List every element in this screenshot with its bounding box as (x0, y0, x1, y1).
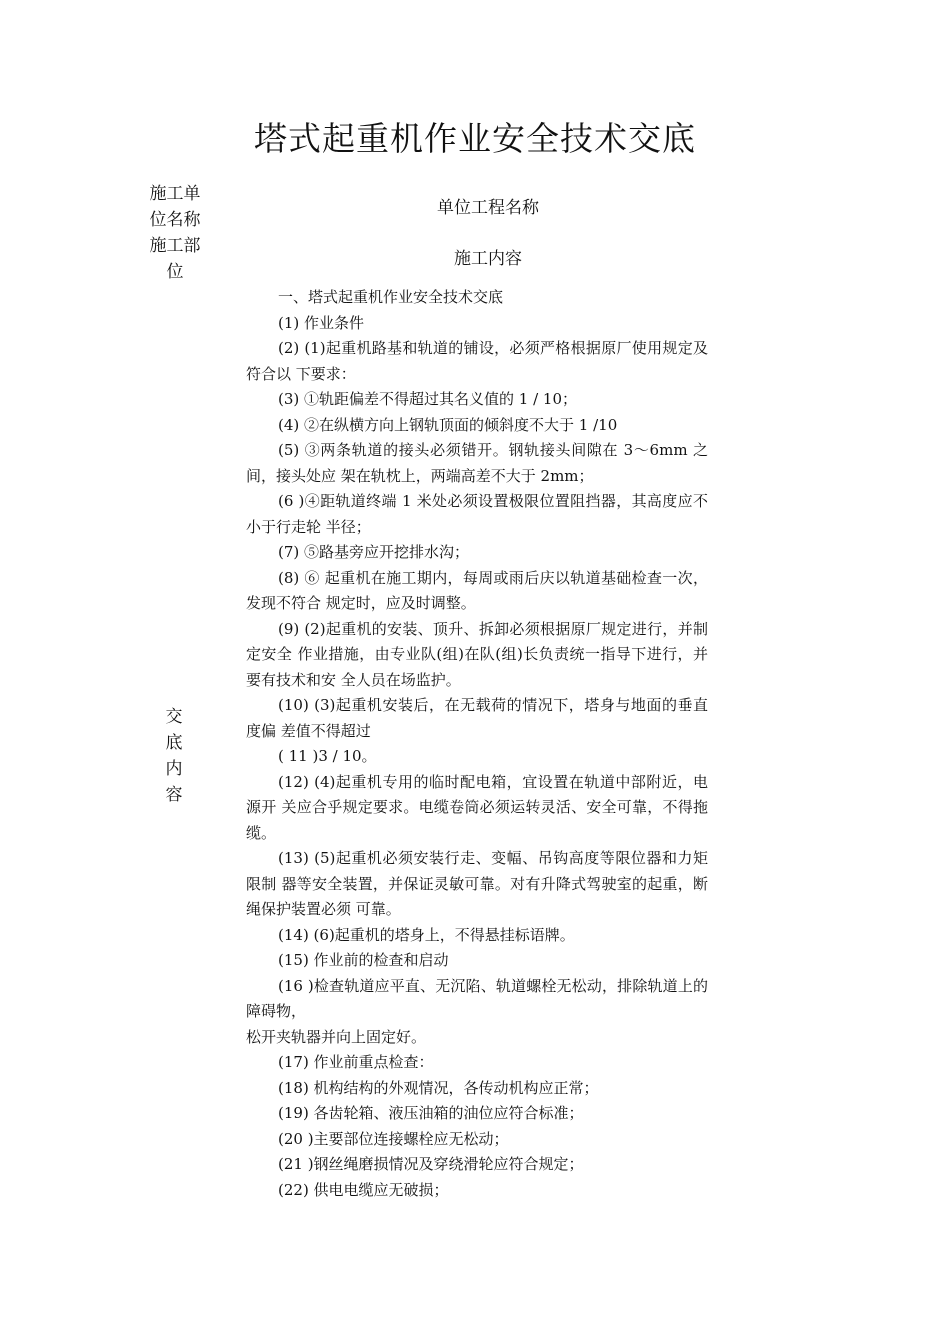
body-paragraph: (21 )钢丝绳磨损情况及穿绕滑轮应符合规定； (278, 1155, 584, 1173)
body-paragraph: (14) (6)起重机的塔身上，不得悬挂标语牌。 (278, 925, 575, 944)
label-line: 位名称 (149, 210, 201, 230)
label-line: 施工单 (149, 184, 201, 204)
body-paragraph: (18) 机构结构的外观情况，各传动机构应正常； (278, 1078, 599, 1097)
body-paragraph: (19) 各齿轮箱、液压油箱的油位应符合标准； (278, 1104, 584, 1122)
body-paragraph: (9) (2)起重机的安装、顶升、拆卸必须根据原厂规定进行，并制定安全 作业措施，由专业队(组)在队(组)长负责统一指导下进行，并要有技术和安 全人员在场监护。 (246, 619, 708, 689)
body-paragraph: (16 )检查轨道应平直、无沉陷、轨道螺栓无松动，排除轨道上的障碍物， (246, 976, 708, 1020)
body-paragraph: 一、塔式起重机作业安全技术交底 (278, 288, 504, 306)
body-paragraph: (8) ⑥ 起重机在施工期内，每周或雨后庆以轨道基础检查一次，发现不符合 规定时，应及时调整。 (246, 568, 708, 612)
project-name-label: 单位工程名称 (437, 198, 539, 218)
body-paragraph: (17) 作业前重点检查： (278, 1053, 434, 1071)
label-line: 位 (166, 262, 184, 282)
label-char: 容 (165, 785, 183, 805)
disclosure-content-label (146, 704, 202, 808)
label-char: 交 (165, 707, 183, 727)
body-paragraph: (4) ②在纵横方向上钢轨顶面的倾斜度不大于 1 /10 (278, 415, 618, 434)
label-char: 内 (165, 759, 183, 779)
body-paragraph: ( 11 )3 / 10。 (278, 747, 377, 765)
body-paragraph: (10) (3)起重机安装后，在无载荷的情况下，塔身与地面的垂直度偏 差值不得超过 (246, 696, 708, 740)
body-paragraph: (5) ③两条轨道的接头必须错开。钢轨接头间隙在 3～6mm 之间，接头处应 架在轨枕上，两端高差不大于 2mm； (246, 441, 708, 485)
body-paragraph: (7) ⑤路基旁应开挖排水沟； (278, 543, 470, 561)
body-paragraph: (6 )④距轨道终端 1 米处必须设置极限位置阻挡器，其高度应不小于行走轮 半径； (246, 492, 708, 536)
disclosure-body (246, 285, 708, 1203)
body-paragraph: (22) 供电电缆应无破损； (278, 1180, 449, 1199)
body-paragraph: (2) (1)起重机路基和轨道的铺设，必须严格根据原厂使用规定及符合以 下要求： (246, 339, 708, 383)
body-paragraph: (20 )主要部位连接螺栓应无松动； (278, 1129, 509, 1148)
body-paragraph: 松开夹轨器并向上固定好。 (246, 1027, 427, 1046)
label-line: 施工部 (149, 236, 201, 256)
document-title: 塔式起重机作业安全技术交底 (254, 119, 696, 158)
construction-content-label: 施工内容 (454, 249, 522, 269)
label-char: 底 (165, 733, 183, 753)
body-paragraph: (12) (4)起重机专用的临时配电箱，宜设置在轨道中部附近，电源开 关应合乎规定要求。电缆卷筒必须运转灵活、安全可靠，不得拖缆。 (246, 772, 708, 842)
body-paragraph: (15) 作业前的检查和启动 (278, 951, 449, 969)
body-paragraph: (3) ①轨距偏差不得超过其名义值的 1 / 10； (278, 390, 578, 408)
body-paragraph: (13) (5)起重机必须安装行走、变幅、吊钩高度等限位器和力矩限制 器等安全装置，并保证灵敏可靠。对有升降式驾驶室的起重，断绳保护装置必须 可靠。 (246, 849, 708, 918)
body-paragraph: (1) 作业条件 (278, 313, 365, 332)
